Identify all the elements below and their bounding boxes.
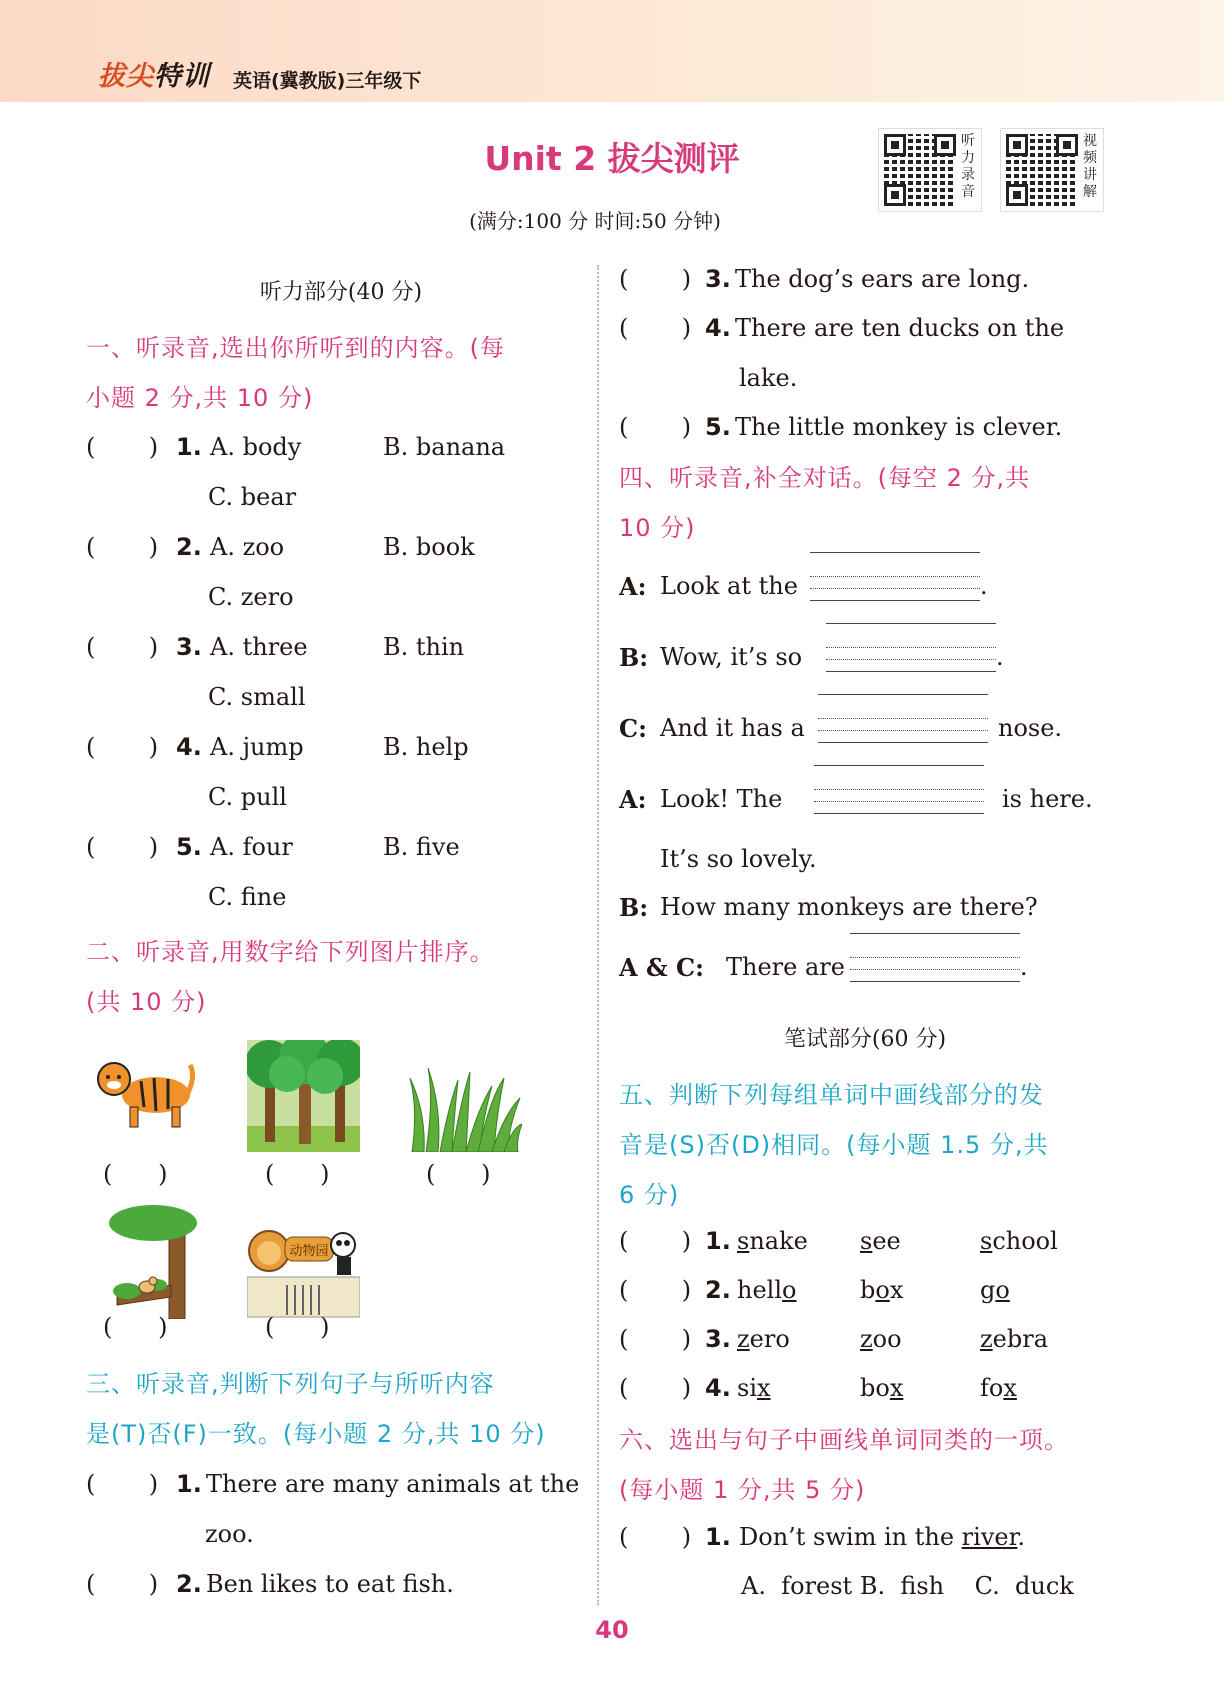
- dialog-text: How many monkeys are there?: [660, 893, 1038, 921]
- question-number: 2.: [705, 1276, 731, 1304]
- sec1-title: 一、听录音,选出你所听到的内容。(每 小题 2 分,共 10 分): [86, 334, 505, 412]
- option-b[interactable]: B. banana: [383, 433, 506, 461]
- picture-answer-blank[interactable]: ( ): [426, 1160, 491, 1188]
- answer-blank[interactable]: ( ): [619, 314, 692, 342]
- answer-line[interactable]: [826, 623, 996, 624]
- word: fox: [980, 1374, 1017, 1402]
- statement: Ben likes to eat fish.: [206, 1570, 454, 1598]
- question-number: 1.: [705, 1523, 731, 1551]
- zoo-sign-text: 动物园: [289, 1244, 329, 1259]
- speaker: A:: [619, 785, 647, 814]
- option-c[interactable]: C. pull: [208, 783, 287, 811]
- answer-blank[interactable]: ( ): [619, 413, 692, 441]
- option-c[interactable]: C. small: [208, 683, 306, 711]
- qr-code-listening[interactable]: [878, 128, 982, 212]
- answer-line[interactable]: [826, 659, 996, 660]
- question-number: 4.: [176, 733, 202, 761]
- dialog-text: And it has a: [660, 714, 805, 742]
- option-b[interactable]: B. help: [383, 733, 469, 761]
- sentence: Don’t swim in the river.: [739, 1523, 1026, 1551]
- picture-answer-blank[interactable]: ( ): [103, 1160, 168, 1188]
- question-number: 4.: [705, 1374, 731, 1402]
- picture-answer-blank[interactable]: ( ): [103, 1313, 168, 1341]
- answer-line[interactable]: [818, 718, 988, 719]
- grass-picture: [408, 1068, 522, 1152]
- word: zero: [737, 1325, 790, 1353]
- answer-line[interactable]: [810, 600, 980, 601]
- question-number: 5.: [705, 413, 731, 441]
- answer-line[interactable]: [850, 981, 1020, 982]
- statement: The dog’s ears are long.: [735, 265, 1030, 293]
- page-number: 40: [595, 1616, 629, 1644]
- option-b[interactable]: B. thin: [383, 633, 465, 661]
- answer-line[interactable]: [814, 801, 984, 802]
- option-a[interactable]: A. four: [210, 833, 293, 861]
- answer-line[interactable]: [826, 671, 996, 672]
- answer-blank[interactable]: ( ): [86, 833, 159, 861]
- picture-answer-blank[interactable]: ( ): [265, 1160, 330, 1188]
- speaker: A & C:: [619, 953, 704, 982]
- answer-blank[interactable]: ( ): [619, 1227, 692, 1255]
- answer-blank[interactable]: ( ): [619, 1325, 692, 1353]
- zoo-picture: [247, 1225, 360, 1319]
- qr-label: 听力录音: [961, 133, 975, 200]
- brand-logo: 拔尖特训: [98, 61, 210, 92]
- sec6-title: 六、选出与句子中画线单词同类的一项。 (每小题 1 分,共 5 分): [619, 1426, 1069, 1504]
- word: snake: [737, 1227, 808, 1255]
- question-number: 3.: [176, 633, 202, 661]
- word: six: [737, 1374, 771, 1402]
- options[interactable]: A. forest B. fish C. duck: [741, 1572, 1074, 1600]
- statement-continued: zoo.: [205, 1520, 254, 1548]
- question-number: 3.: [705, 265, 731, 293]
- picture-answer-blank[interactable]: ( ): [265, 1313, 330, 1341]
- score-time: (满分:100 分 时间:50 分钟): [469, 209, 721, 233]
- dialog-text: There are: [726, 953, 845, 981]
- answer-line[interactable]: [818, 742, 988, 743]
- statement-continued: lake.: [739, 364, 798, 392]
- listening-header: 听力部分(40 分): [259, 280, 423, 305]
- answer-blank[interactable]: ( ): [86, 433, 159, 461]
- answer-blank[interactable]: ( ): [86, 633, 159, 661]
- question-number: 1.: [176, 1470, 202, 1498]
- answer-blank[interactable]: ( ): [619, 265, 692, 293]
- dialog-text-end: is here.: [1002, 785, 1093, 813]
- sec3-title: 三、听录音,判断下列句子与所听内容 是(T)否(F)一致。(每小题 2 分,共 10 分): [86, 1370, 546, 1448]
- dialog-text: It’s so lovely.: [660, 845, 817, 873]
- answer-line[interactable]: [814, 765, 984, 766]
- statement: There are many animals at the: [206, 1470, 580, 1498]
- answer-line[interactable]: [826, 647, 996, 648]
- statement: There are ten ducks on the: [735, 314, 1065, 342]
- book-title: 英语(冀教版)三年级下: [233, 70, 422, 92]
- question-number: 2.: [176, 533, 202, 561]
- dialog-text-end: .: [1020, 953, 1028, 981]
- sec2-title: 二、听录音,用数字给下列图片排序。 (共 10 分): [86, 938, 495, 1016]
- question-number: 2.: [176, 1570, 202, 1598]
- question-number: 1.: [176, 433, 202, 461]
- header-band: [0, 0, 1224, 102]
- statement: The little monkey is clever.: [735, 413, 1063, 441]
- answer-blank[interactable]: ( ): [86, 533, 159, 561]
- question-number: 3.: [705, 1325, 731, 1353]
- answer-blank[interactable]: ( ): [619, 1523, 692, 1551]
- answer-line[interactable]: [810, 588, 980, 589]
- option-c[interactable]: C. zero: [208, 583, 294, 611]
- answer-blank[interactable]: ( ): [86, 1470, 159, 1498]
- answer-blank[interactable]: ( ): [86, 1570, 159, 1598]
- page-title: Unit 2 拔尖测评: [484, 139, 740, 178]
- speaker: B:: [619, 893, 649, 922]
- option-b[interactable]: B. book: [383, 533, 475, 561]
- sec4-title: 四、听录音,补全对话。(每空 2 分,共 10 分): [619, 464, 1031, 542]
- option-c[interactable]: C. fine: [208, 883, 287, 911]
- option-a[interactable]: A. zoo: [210, 533, 285, 561]
- tiger-picture: [86, 1045, 196, 1137]
- option-a[interactable]: A. jump: [210, 733, 304, 761]
- word: go: [980, 1276, 1010, 1304]
- option-c[interactable]: C. bear: [208, 483, 297, 511]
- qr-label: 视频讲解: [1083, 133, 1097, 200]
- word: zoo: [860, 1325, 902, 1353]
- column-divider: [597, 265, 599, 1605]
- word: hello: [737, 1276, 797, 1304]
- dialog-text: Wow, it’s so: [660, 643, 803, 671]
- sec5-title: 五、判断下列每组单词中画线部分的发 音是(S)否(D)相同。(每小题 1.5 分,共 6 分): [619, 1081, 1049, 1209]
- answer-line[interactable]: [810, 552, 980, 553]
- speaker: C:: [619, 714, 647, 743]
- dialog-text: Look! The: [660, 785, 783, 813]
- dialog-text-end: .: [996, 643, 1004, 671]
- dialog-text-end: .: [980, 572, 988, 600]
- answer-line[interactable]: [810, 576, 980, 577]
- question-number: 1.: [705, 1227, 731, 1255]
- answer-line[interactable]: [850, 933, 1020, 934]
- answer-line[interactable]: [814, 813, 984, 814]
- word: box: [860, 1374, 904, 1402]
- word: see: [860, 1227, 901, 1255]
- option-b[interactable]: B. five: [383, 833, 460, 861]
- word: school: [980, 1227, 1058, 1255]
- option-a[interactable]: A. three: [210, 633, 308, 661]
- answer-line[interactable]: [850, 969, 1020, 970]
- dialog-text-end: nose.: [998, 714, 1063, 742]
- forest-picture: [247, 1040, 360, 1152]
- qr-code-video[interactable]: [1000, 128, 1104, 212]
- question-number: 4.: [705, 314, 731, 342]
- option-a[interactable]: A. body: [210, 433, 302, 461]
- answer-blank[interactable]: ( ): [619, 1374, 692, 1402]
- speaker: B:: [619, 643, 649, 672]
- dialog-text: Look at the: [660, 572, 798, 600]
- answer-blank[interactable]: ( ): [86, 733, 159, 761]
- answer-line[interactable]: [818, 694, 988, 695]
- answer-line[interactable]: [850, 957, 1020, 958]
- speaker: A:: [619, 572, 647, 601]
- word: box: [860, 1276, 904, 1304]
- answer-line[interactable]: [814, 789, 984, 790]
- answer-line[interactable]: [818, 730, 988, 731]
- word: zebra: [980, 1325, 1049, 1353]
- answer-blank[interactable]: ( ): [619, 1276, 692, 1304]
- question-number: 5.: [176, 833, 202, 861]
- writing-header: 笔试部分(60 分): [783, 1027, 947, 1052]
- tree-bird-picture: [107, 1205, 199, 1319]
